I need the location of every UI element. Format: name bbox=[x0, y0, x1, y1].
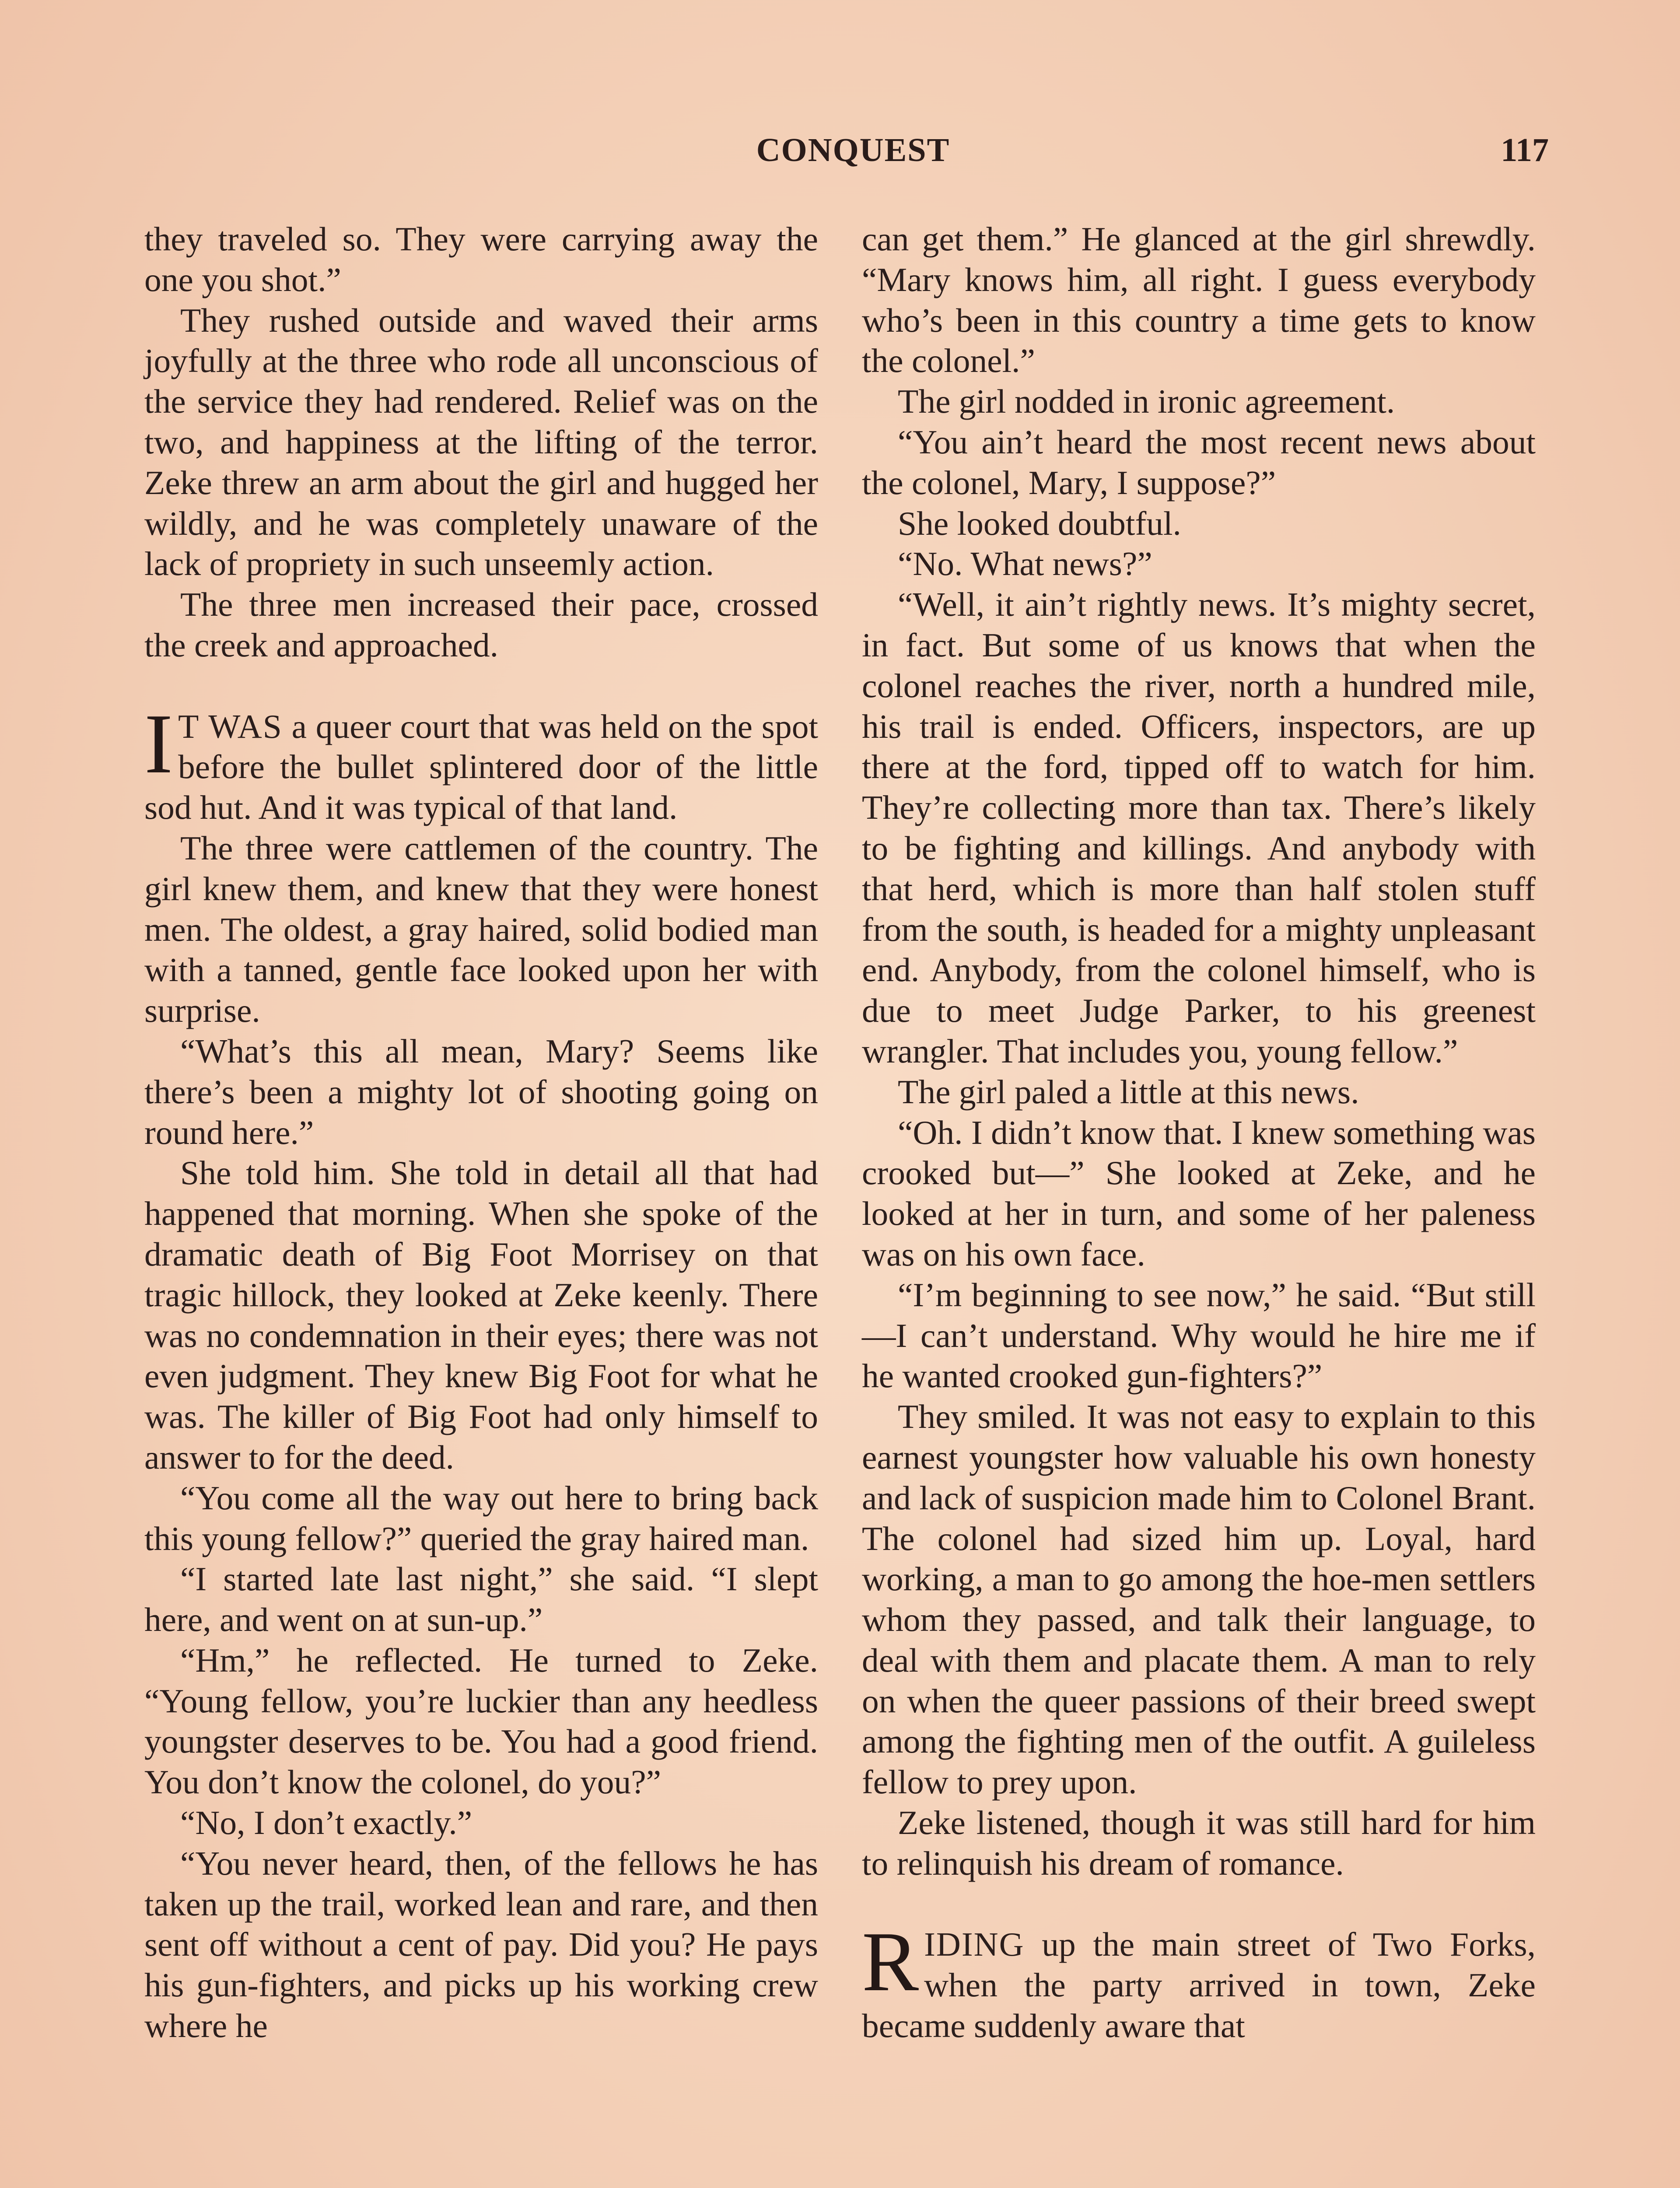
drop-cap-lead: IDING bbox=[924, 1925, 1025, 1964]
paragraph: The girl paled a little at this news. bbox=[898, 1073, 1359, 1111]
page-number: 117 bbox=[1501, 132, 1549, 168]
paragraph: They rushed outside and waved their arms joyfully at the three who rode all unconscious of the service they had rendered. Relief was on the two, and happiness at the lifting of the terror. Zeke threw an arm about the girl and hugged her wildly, and he was completely unaware of the lack of propriety in such unseemly action. bbox=[144, 301, 818, 583]
paragraph: “Oh. I didn’t know that. I knew something was crooked but—” She looked at Zeke, and he looked at her in turn, and some of her paleness was on his own face. bbox=[862, 1113, 1536, 1273]
paragraph: The three were cattlemen of the country. The girl knew them, and knew that they were honest men. The oldest, a gray haired, solid bodied man with a tanned, gentle face looked upon her with surprise. bbox=[144, 829, 818, 1030]
running-title: CONQUEST bbox=[756, 132, 950, 168]
paragraph: “You ain’t heard the most recent news about the colonel, Mary, I suppose?” bbox=[862, 423, 1536, 501]
paragraph-text: up the main street of Two Forks, when the party arrived in town, Zeke became suddenly aware that bbox=[862, 1925, 1536, 2045]
paragraph: “You come all the way out here to bring back this young fellow?” queried the gray haired man. bbox=[144, 1479, 818, 1557]
paragraph: “I started late last night,” she said. “I slept here, and went on at sun-up.” bbox=[144, 1560, 818, 1639]
paragraph: “Hm,” he reflected. He turned to Zeke. “Young fellow, you’re luckier than any heedless youngster deserves to be. You had a good friend. You don’t know the colonel, do you?” bbox=[144, 1641, 818, 1801]
section-opening-paragraph bbox=[144, 696, 818, 828]
paragraph: they traveled so. They were carrying away the one you shot.” bbox=[144, 220, 818, 298]
paragraph: The girl nodded in ironic agreement. bbox=[898, 382, 1395, 421]
paragraph: She looked doubtful. bbox=[898, 504, 1181, 542]
paragraph: “No. What news?” bbox=[898, 545, 1152, 583]
left-column bbox=[144, 219, 818, 2046]
right-column bbox=[862, 219, 1536, 2046]
drop-cap: R bbox=[862, 1914, 919, 2009]
section-opening-paragraph bbox=[862, 1914, 1536, 2046]
paragraph-text: a queer court that was held on the spot before the bullet splintered door of the little sod hut. And it was typical of that land. bbox=[144, 707, 818, 827]
paragraph: They smiled. It was not easy to explain to this earnest youngster how valuable his own honesty and lack of suspicion made him to Colonel Brant. The colonel had sized him up. Loyal, hard working, a man to go among the hoe-men settlers whom they passed, and talk their language, to deal with them and placate them. A man to rely on when the queer passions of their breed swept among the fighting men of the outfit. A guileless fellow to prey upon. bbox=[862, 1398, 1536, 1801]
paragraph: “Well, it ain’t rightly news. It’s mighty secret, in fact. But some of us knows that when the colonel reaches the river, north a hundred mile, his trail is ended. Officers, inspectors, are up there at the ford, tipped off to watch for him. They’re collecting more than tax. There’s likely to be fighting and killings. And anybody with that herd, which is more than half stolen stuff from the south, is headed for a mighty unpleasant end. Anybody, from the colonel himself, who is due to meet Judge Parker, to his greenest wrangler. That includes you, young fellow.” bbox=[862, 586, 1536, 1070]
paragraph: She told him. She told in detail all that had happened that morning. When she spoke of the dramatic death of Big Foot Morrisey on that tragic hillock, they looked at Zeke keenly. There was no condemnation in their eyes; there was not even judgment. They knew Big Foot for what he was. The killer of Big Foot had only himself to answer to for the deed. bbox=[144, 1154, 818, 1476]
drop-cap: I bbox=[144, 696, 173, 791]
paragraph: “What’s this all mean, Mary? Seems like there’s been a mighty lot of shooting going on round here.” bbox=[144, 1032, 818, 1151]
paragraph: Zeke listened, though it was still hard for him to relinquish his dream of romance. bbox=[862, 1804, 1536, 1882]
paragraph: “You never heard, then, of the fellows he has taken up the trail, worked lean and rare, and then sent off without a cent of pay. Did you? He pays his gun-fighters, and picks up his working crew where he bbox=[144, 1844, 818, 2045]
drop-cap-lead: T WAS bbox=[178, 707, 283, 745]
paragraph: The three men increased their pace, crossed the creek and approached. bbox=[144, 586, 818, 664]
paragraph: “No, I don’t exactly.” bbox=[180, 1804, 472, 1842]
paragraph: can get them.” He glanced at the girl shrewdly. “Mary knows him, all right. I guess everybody who’s been in this country a time gets to know the colonel.” bbox=[862, 220, 1536, 380]
paragraph: “I’m beginning to see now,” he said. “But still—I can’t understand. Why would he hire me if he wanted crooked gun-fighters?” bbox=[862, 1276, 1536, 1395]
